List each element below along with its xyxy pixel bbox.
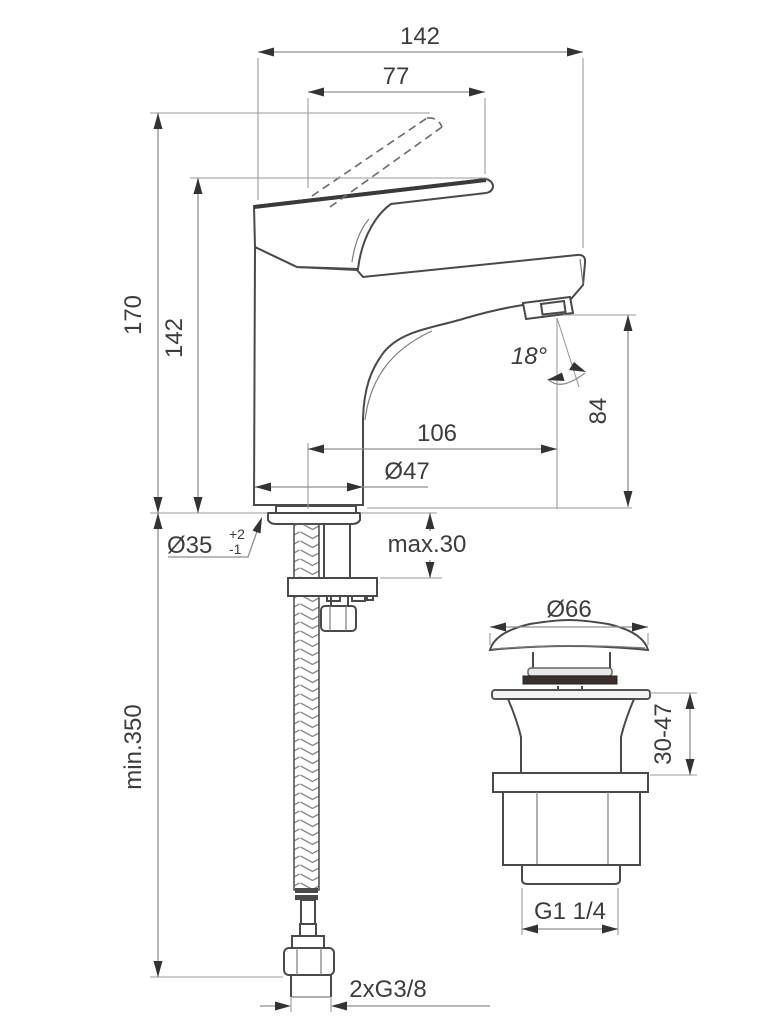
dim-handle-reach — [308, 63, 485, 188]
dimension-label: G1 1/4 — [533, 898, 607, 925]
dimension-label: 142 — [399, 23, 441, 50]
dimension-label: 2xG3/8 — [349, 976, 427, 1003]
connector-thread — [291, 975, 331, 997]
arrow — [547, 362, 586, 381]
dimension-label: 77 — [382, 63, 410, 90]
dimension-label: 142 — [161, 317, 188, 359]
mounting-nut — [321, 606, 356, 631]
waste-drain-assembly — [490, 620, 650, 884]
mounting-flange — [288, 578, 377, 596]
hose-band — [295, 888, 318, 893]
dimension-label: 18° — [510, 343, 548, 370]
dim-spout-angle — [511, 318, 586, 387]
waste-seal-top — [528, 668, 612, 676]
dim-hose-length — [120, 513, 283, 977]
dimension-label: Ø66 — [546, 596, 592, 623]
dimension-label: 30-47 — [650, 703, 677, 765]
tolerance-lower: -1 — [229, 541, 242, 557]
base-plate — [268, 513, 360, 524]
waste-collar — [493, 773, 648, 792]
mounting-hardware — [288, 524, 377, 890]
dimension-label: max.30 — [387, 531, 467, 558]
dim-supply-connection — [260, 976, 490, 1012]
extension-line — [308, 98, 485, 188]
dim-waste-clamp-range — [650, 693, 697, 775]
waste-seal-ring — [523, 676, 617, 684]
arrow — [275, 1002, 347, 1011]
supply-hose-end — [284, 888, 334, 997]
waste-flange — [492, 690, 650, 699]
dimension-label: min.350 — [120, 704, 147, 790]
dimension-label: 170 — [120, 294, 147, 336]
flange-detail — [367, 596, 373, 600]
waste-hex-body — [503, 792, 640, 865]
raised-lever-line — [312, 118, 427, 196]
dimension-label: Ø35 — [167, 532, 213, 559]
tolerance-upper: +2 — [229, 526, 245, 542]
raised-lever-tip — [427, 118, 442, 127]
dim-waste-thread — [522, 888, 618, 935]
arrow — [253, 517, 263, 534]
waste-neck — [508, 699, 634, 773]
threaded-shank — [324, 524, 350, 578]
flange-detail — [352, 596, 365, 601]
connector-nut — [284, 948, 334, 975]
extension-line — [291, 998, 331, 1012]
dimension-label: 84 — [585, 397, 612, 425]
dimension-label: Ø47 — [384, 458, 430, 485]
dim-hole-diameter — [167, 517, 262, 559]
base-gasket — [276, 506, 356, 513]
hose-ferrule — [300, 924, 316, 936]
dim-deck-thickness — [380, 513, 466, 578]
waste-thread-tail — [522, 865, 620, 884]
hose-tail — [301, 900, 315, 924]
hose-ferrule — [292, 936, 324, 948]
dimension-label: 106 — [416, 420, 458, 447]
